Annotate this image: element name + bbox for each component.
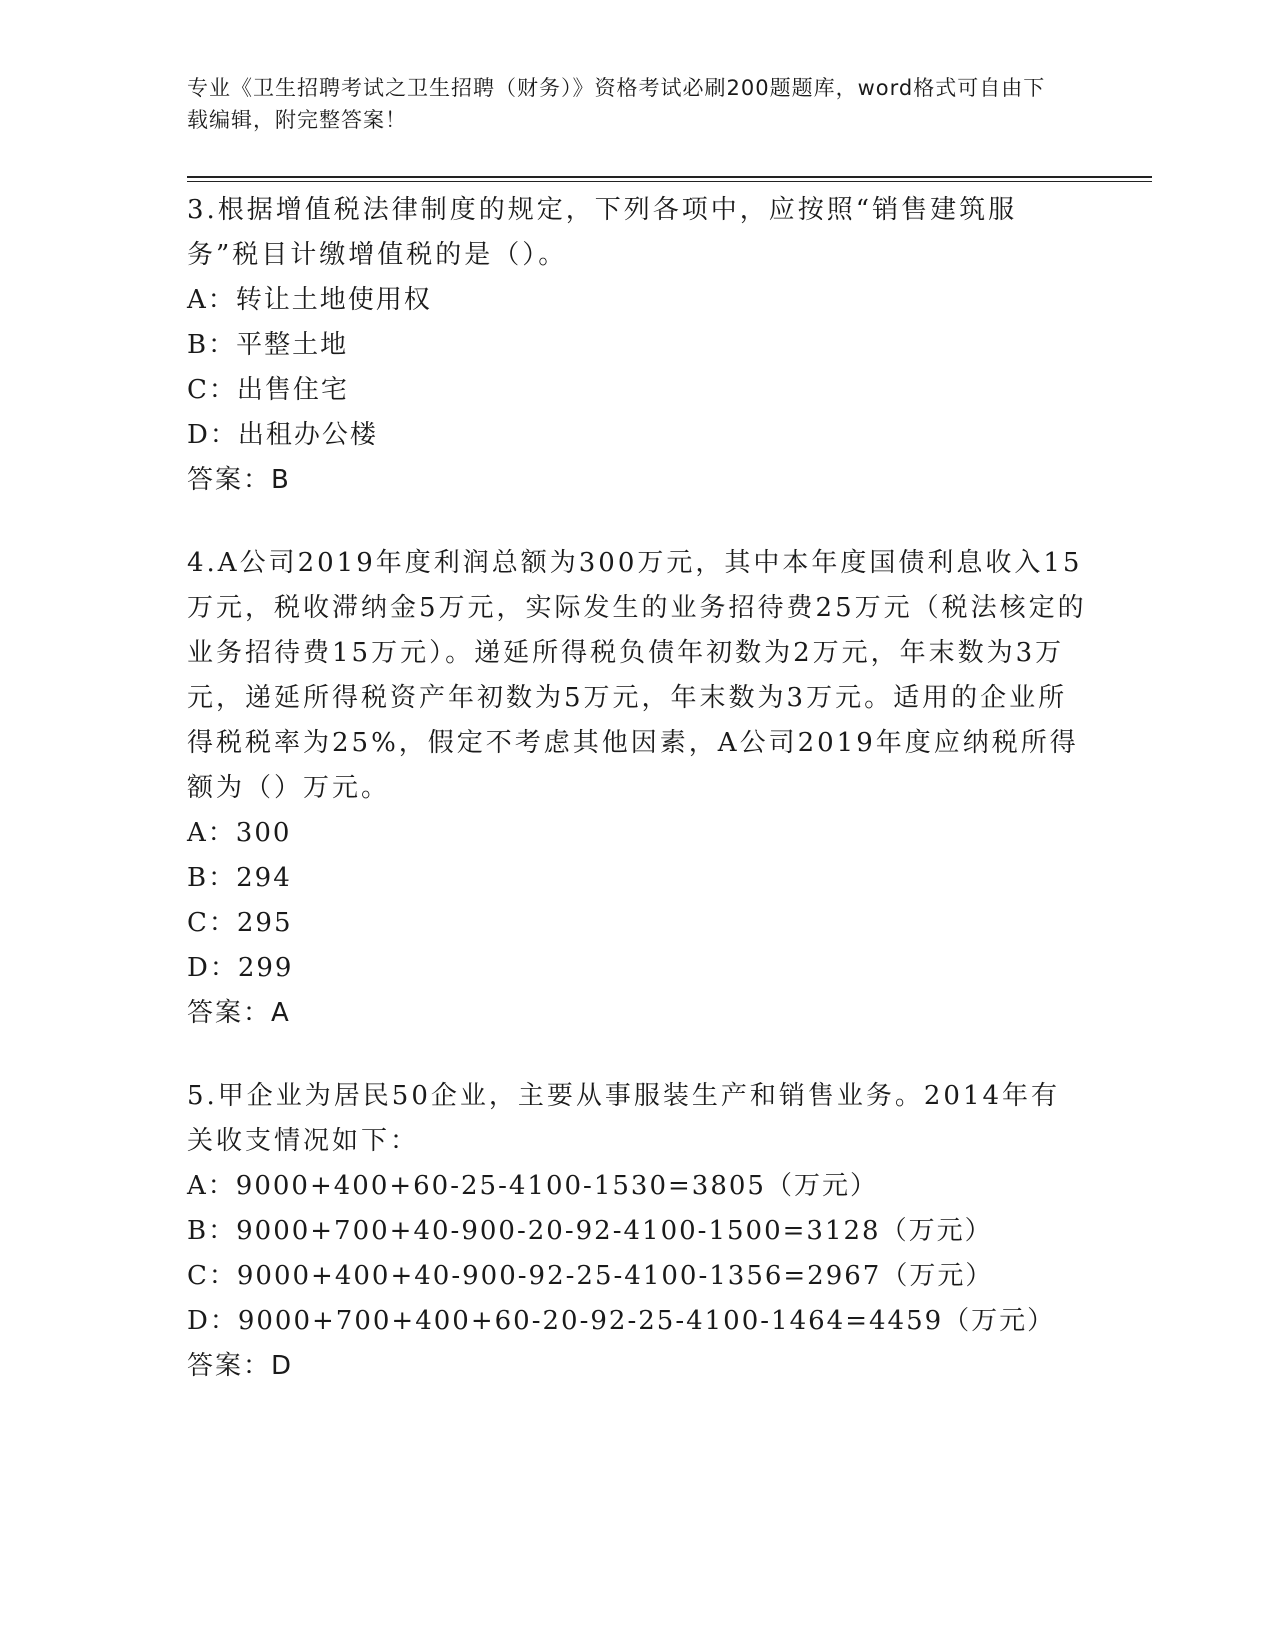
- option-a: A：300: [187, 818, 292, 848]
- question-stem: 3.根据增值税法律制度的规定，下列各项中，应按照“销售建筑服务”税目计缴增值税的是（）。: [187, 195, 1018, 270]
- option-b: B：9000+700+40-900-20-92-4100-1500=3128（万元）: [187, 1216, 993, 1246]
- option-c: C：295: [187, 908, 293, 938]
- header-divider: [187, 176, 1152, 182]
- option-a: A：转让土地使用权: [187, 285, 432, 315]
- option-d: D：9000+700+400+60-20-92-25-4100-1464=4459（万元）: [187, 1306, 1056, 1336]
- question-5: [187, 1074, 1087, 1389]
- answer-label: 答案：A: [187, 998, 291, 1028]
- question-4: [187, 541, 1087, 1036]
- question-list: [187, 188, 1087, 1427]
- answer-label: 答案：B: [187, 465, 291, 495]
- answer-label: 答案：D: [187, 1351, 294, 1381]
- document-header: 专业《卫生招聘考试之卫生招聘（财务）》资格考试必刷200题题库，word格式可自由下载编辑，附完整答案！: [187, 76, 1046, 132]
- option-a: A：9000+400+60-25-4100-1530=3805（万元）: [187, 1171, 878, 1201]
- option-d: D：299: [187, 953, 294, 983]
- option-d: D：出租办公楼: [187, 420, 378, 450]
- option-b: B：294: [187, 863, 292, 893]
- option-c: C：9000+400+40-900-92-25-4100-1356=2967（万元）: [187, 1261, 994, 1291]
- option-b: B：平整土地: [187, 330, 349, 360]
- question-stem: 5.甲企业为居民50企业，主要从事服装生产和销售业务。2014年有关收支情况如下：: [187, 1081, 1061, 1156]
- question-stem: 4.A公司2019年度利润总额为300万元，其中本年度国债利息收入15万元，税收滞纳金5万元，实际发生的业务招待费25万元（税法核定的业务招待费15万元）。递延所得税负债年初数为2万元，年末数为3万元，递延所得税资产年初数为5万元，年末数为3万元。适用的企业所得税税率为25%，假定不考虑其他因素，A公司2019年度应纳税所得额为（）万元。: [187, 548, 1087, 803]
- question-3: [187, 188, 1087, 503]
- option-c: C：出售住宅: [187, 375, 349, 405]
